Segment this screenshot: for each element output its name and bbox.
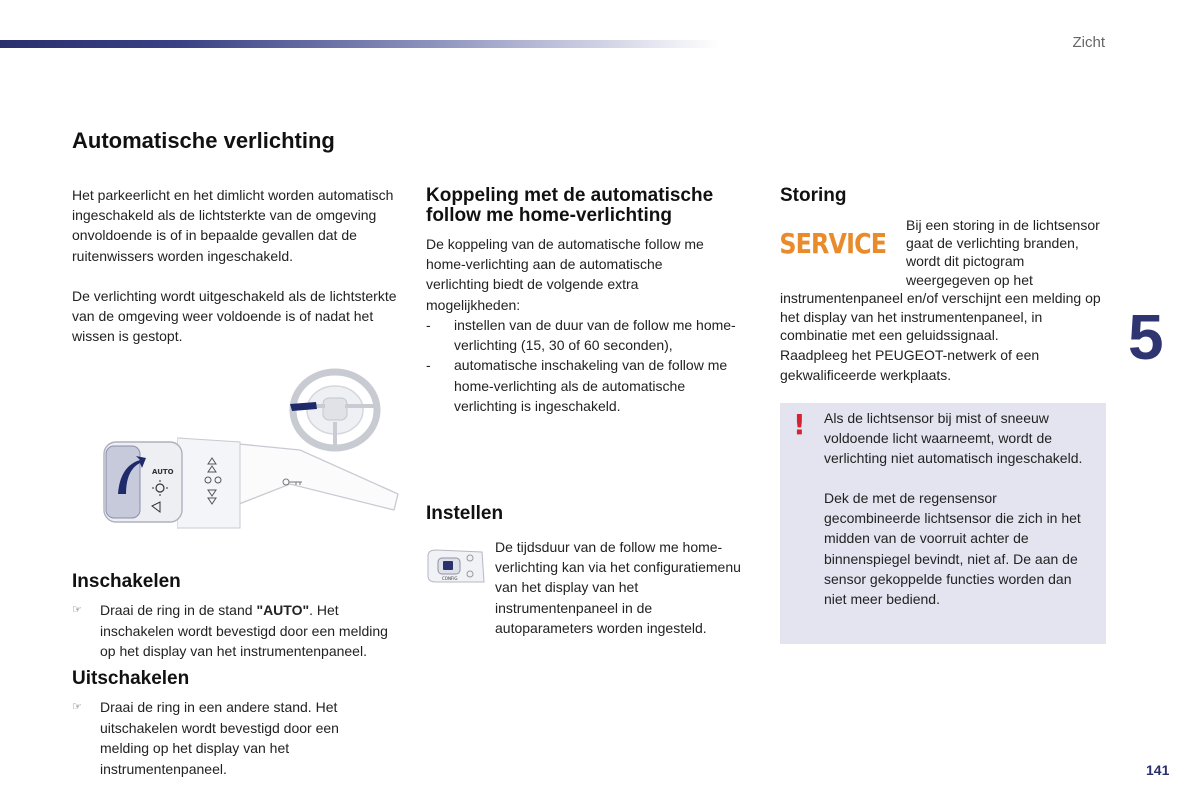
uitschakelen-bullet (72, 697, 372, 781)
list-item: - instellen van de duur van de follow me home-verlichting (15, 30 of 60 seconden), (426, 317, 736, 354)
lighting-stalk-illustration (90, 362, 400, 540)
inschakelen-heading: Inschakelen (72, 571, 181, 592)
storing-advice: Raadpleeg het PEUGEOT-netwerk of een gekwalificeerde werkplaats. (780, 347, 1040, 384)
uitschakelen-text: Draai de ring in een andere stand. Het uitschakelen wordt bevestigd door een melding op het display van het instrumentenpaneel. (100, 699, 339, 777)
chapter-number: 5 (1128, 301, 1164, 373)
automatic-lighting-heading: Automatische verlichting (72, 128, 335, 153)
pointing-hand-icon: ☞ (72, 701, 82, 713)
automatic-lighting-para2: De verlichting wordt uitgeschakeld als de lichtsterkte van de omgeving weer voldoende is of nadat het wissen is gestopt. (72, 288, 397, 345)
exclamation-icon: ! (793, 408, 806, 441)
pointing-hand-icon: ☞ (72, 604, 82, 616)
storing-heading: Storing (780, 185, 847, 206)
storing-text-short: Bij een storing in de lichtsensor gaat de verlichting branden, wordt dit pictogram weergegeven op het (906, 217, 1100, 288)
instellen-text: De tijdsduur van de follow me home-verlichting kan via het configuratiemenu van het display van het instrumentenpaneel in de autoparameters worden ingesteld. (495, 539, 741, 636)
koppeling-intro: De koppeling van de automatische follow me home-verlichting aan de automatische verlichting biedt de volgende extra mogelijkheden: (426, 236, 704, 313)
storing-text-long: instrumentenpaneel en/of verschijnt een melding op het display van het instrumentenpaneel, in combinatie met een geluidssignaal. (780, 290, 1101, 343)
svg-text:CONFIG: CONFIG (442, 576, 458, 581)
header-gradient-bar (0, 40, 720, 48)
list-item: - automatische inschakeling van de follow me home-verlichting als de automatische verlichting is ingeschakeld. (426, 357, 728, 414)
service-warning-icon: SERVICE (779, 226, 887, 260)
automatic-lighting-para1: Het parkeerlicht en het dimlicht worden automatisch ingeschakeld als de lichtsterkte van de omgeving onvoldoende is of in bepaalde gevallen dat de ruitenwissers worden ingeschakeld. (72, 187, 394, 264)
koppeling-heading: Koppeling met de automatische follow me home-verlichting (426, 185, 714, 226)
stalk-auto-label: AUTO (152, 468, 174, 476)
section-title: Zicht (1072, 34, 1105, 51)
warning-para1: Als de lichtsensor bij mist of sneeuw voldoende licht waarneemt, wordt de verlichting niet automatisch ingeschakeld. (824, 410, 1083, 467)
warning-para2: Dek de met de regensensor gecombineerde lichtsensor die zich in het midden van de voorruit achter de binnenspiegel bevindt, niet af. De aan de sensor gekoppelde functies worden dan niet meer bediend. (824, 490, 1081, 608)
inschakelen-bullet (72, 600, 402, 664)
koppeling-list (426, 315, 746, 416)
inschakelen-text: Draai de ring in de stand "AUTO". Het inschakelen wordt bevestigd door een melding op het display van het instrumentenpaneel. (100, 602, 388, 659)
display-icon (443, 561, 453, 570)
uitschakelen-heading: Uitschakelen (72, 668, 190, 689)
instellen-heading: Instellen (426, 503, 504, 524)
config-button-illustration (426, 546, 486, 586)
page-number: 141 (1146, 762, 1170, 778)
